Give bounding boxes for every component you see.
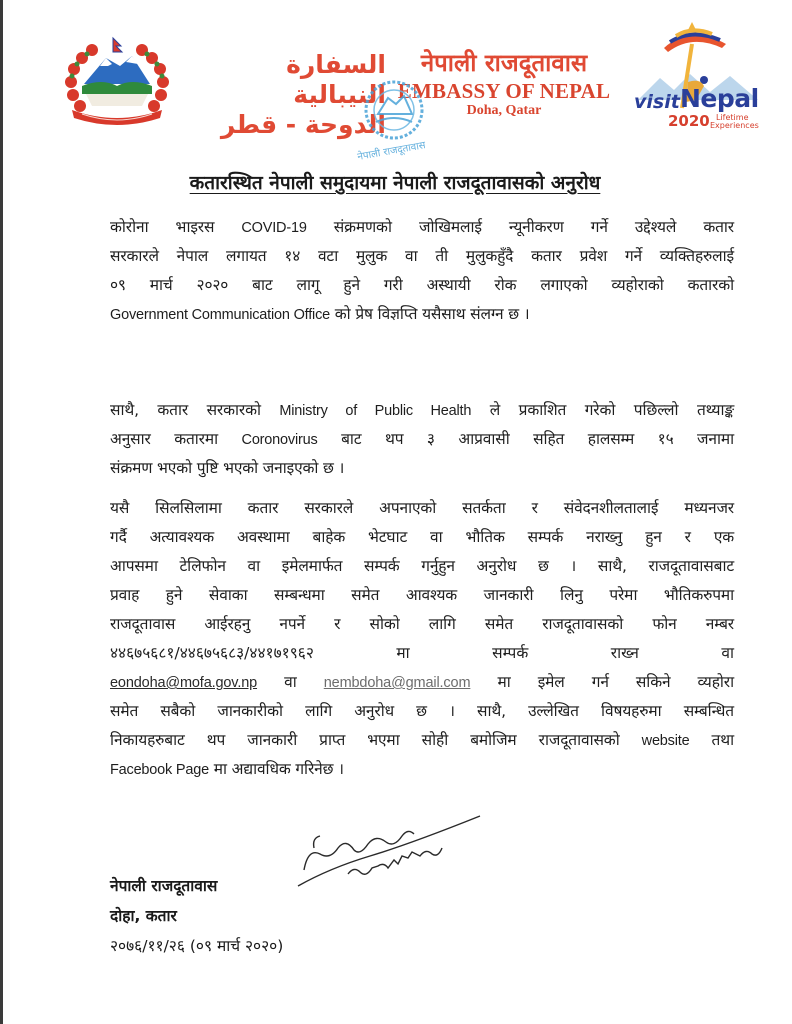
text-segment: तथा — [689, 731, 734, 749]
paragraph-line — [110, 300, 734, 329]
embassy-phone-numbers: ४४६७५६८१/४४६७५६८३/४४१७१९६२ — [110, 644, 314, 662]
paragraph-line — [110, 726, 734, 755]
paragraph-line — [110, 523, 734, 552]
email-line — [110, 668, 734, 697]
paragraph-line — [110, 610, 734, 639]
text-segment: राजदूतावास आईरहनु नपर्ने र सोको लागि समेत राजदूतावासको फोन नम्बर — [110, 615, 734, 633]
text-word: राख्न — [610, 644, 639, 662]
svg-text:नेपाली राजदूतावास: नेपाली राजदूतावास — [356, 140, 427, 163]
text-segment: ०९ मार्च २०२० बाट लागू हुने गरी अस्थायी रोक लगाएको व्यहोराको कतारको — [110, 276, 734, 294]
paragraph-line — [110, 697, 734, 726]
email-link-mofa[interactable]: eondoha@mofa.gov.np — [110, 675, 258, 691]
text-segment: अनुसार कतारमा — [110, 430, 242, 448]
embassy-name-arabic-line-1: السفارة النيبالية — [286, 50, 386, 109]
paragraph-line — [110, 755, 734, 784]
paragraph-travel-ban — [110, 213, 734, 329]
text-segment: बाट थप ३ आप्रवासी सहित हालसम्म १५ जनामा — [317, 430, 734, 448]
nepal-coat-of-arms-icon — [62, 36, 172, 128]
document-date: २०७६/११/२६ (०९ मार्च २०२०) — [110, 937, 284, 955]
embassy-seal-stamp-icon — [352, 74, 442, 166]
paragraph-line — [110, 396, 734, 425]
document-title: कतारस्थित नेपाली समुदायमा नेपाली राजदूतावासको अनुरोध — [189, 172, 601, 194]
signatory-organization: नेपाली राजदूतावास — [110, 877, 218, 895]
text-word: वा — [721, 644, 734, 662]
page-edge-border — [0, 0, 3, 1024]
text-segment: ले प्रकाशित गरेको पछिल्लो तथ्याङ्क — [471, 401, 734, 419]
text-segment: यसै सिलसिलामा कतार सरकारले अपनाएको सतर्कता र संवेदनशीलतालाई मध्यनजर — [110, 499, 734, 517]
embassy-name-nepali: नेपाली राजदूतावास — [420, 49, 588, 77]
text-segment: कोरोना भाइरस — [110, 218, 242, 236]
text-segment: निकायहरुबाट थप जानकारी प्राप्त भएमा सोही बमोजिम राजदूतावासको — [110, 731, 642, 749]
email-link-gmail[interactable]: nembdoha@gmail.com — [323, 675, 471, 691]
embassy-name-arabic-line-2: الدوحة - قطر — [220, 110, 386, 139]
paragraph-line — [110, 494, 734, 523]
text-word: मा — [396, 644, 410, 662]
text-segment: समेत सबैको जानकारीको लागि अनुरोध छ । साथै, उल्लेखित विषयहरुमा सम्बन्धित — [110, 702, 734, 720]
embassy-city: Doha, Qatar — [466, 103, 542, 118]
paragraph-line — [110, 552, 734, 581]
text-segment: गर्दै अत्यावश्यक अवस्थामा बाहेक भेटघाट वा भौतिक सम्पर्क नराख्नु हुन र एक — [110, 528, 734, 546]
logo-nepal-text: Nepal — [680, 84, 759, 113]
text-segment: मा इमेल गर्न सकिने व्यहोरा — [470, 673, 734, 691]
text-segment: को प्रेष विज्ञप्ति यसैसाथ संलग्न छ । — [330, 305, 530, 323]
text-segment: संक्रमण भएको पुष्टि भएको जनाइएको छ । — [110, 459, 345, 477]
text-segment: साथै, कतार सरकारको — [110, 401, 280, 419]
paragraph-line — [110, 425, 734, 454]
text-segment: सरकारले नेपाल लगायत १४ वटा मुलुक वा ती मुलुकहुँदै कतार प्रवेश गर्ने व्यक्तिहरुलाई — [110, 247, 734, 265]
text-segment: प्रवाह हुने सेवाका सम्बन्धमा समेत आवश्यक जानकारी लिनु परेमा भौतिकरुपमा — [110, 586, 734, 604]
text-word: सम्पर्क — [492, 644, 529, 662]
text-segment-latin: website — [641, 733, 690, 749]
paragraph-line — [110, 581, 734, 610]
paragraph-line — [110, 271, 734, 300]
phone-numbers-line — [110, 639, 734, 668]
embassy-name-english: EMBASSY OF NEPAL — [397, 79, 611, 103]
paragraph-request — [110, 494, 734, 784]
text-segment: आपसमा टेलिफोन वा इमेलमार्फत सम्पर्क गर्नुहुन अनुरोध छ । साथै, राजदूतावासबाट — [110, 557, 734, 575]
text-segment-latin: Government Communication Office — [110, 307, 330, 323]
text-segment-latin: Coronovirus — [241, 432, 318, 448]
paragraph-line — [110, 213, 734, 242]
text-segment: संक्रमणको जोखिमलाई न्यूनीकरण गर्ने उद्देश्यले कतार — [306, 218, 734, 236]
paragraph-line — [110, 454, 734, 483]
text-segment-latin: Facebook Page — [110, 762, 209, 778]
paragraph-line — [110, 242, 734, 271]
handwritten-signature — [290, 808, 490, 898]
logo-tagline-lifetime: Lifetime — [716, 113, 749, 122]
logo-tagline-experiences: Experiences — [710, 121, 759, 130]
paragraph-case-count — [110, 396, 734, 483]
text-segment: वा — [257, 673, 324, 691]
text-segment-latin: Ministry of Public Health — [279, 403, 472, 419]
logo-visit-text: visit — [634, 91, 680, 113]
logo-year-text: 2020 — [668, 112, 710, 130]
text-segment-latin: COVID-19 — [241, 220, 307, 236]
signatory-city: दोहा, कतार — [110, 907, 177, 925]
text-segment: मा अद्यावधिक गरिनेछ । — [208, 760, 344, 778]
